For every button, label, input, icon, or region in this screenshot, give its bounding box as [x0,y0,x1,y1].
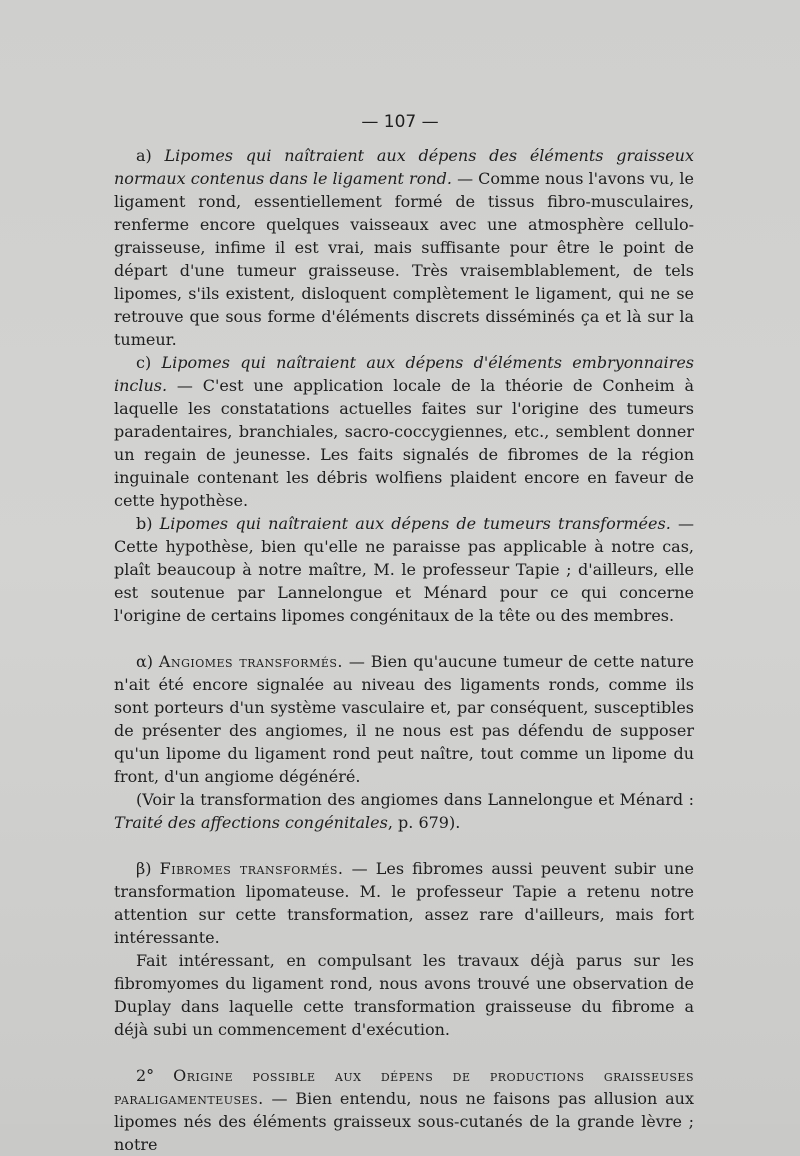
paragraph-voir-pre: (Voir la transformation des angiomes dans Lannelongue et Ménard : [136,790,694,809]
paragraph-fait: Fait intéressant, en compulsant les travaux déjà parus sur les fibromyomes du ligament rond, nous avons trouvé une observation de Duplay dans laquelle cette transformation graisseuse du fibrome a déjà subi un commencement d'exécution. [114,951,694,1039]
paragraph-alpha-title: Angiomes transformés. [158,652,343,671]
paragraph-alpha-body: — Bien qu'aucune tumeur de cette nature n'ait été encore signalée au niveau des ligaments ronds, comme ils sont porteurs d'un système vasculaire et, par conséquent, susceptibles de présenter des angiomes, il ne nous est pas défendu de supposer qu'un lipome du ligament rond peut naître, tout comme un lipome du front, d'un angiome dégénéré. [114,652,694,786]
paragraph-a-body: — Comme nous l'avons vu, le ligament rond, essentiellement formé de tissus fibro-musculaires, renferme encore quelques vaisseaux avec une atmosphère cellulo-graisseuse, infime il est vrai, mais suffisante pour être le point de départ d'une tumeur graisseuse. Très vraisemblablement, de tels lipomes, s'ils existent, disloquent complètement le ligament, qui ne se retrouve que sous forme d'éléments discrets disséminés ça et là sur la tumeur. [114,169,695,349]
paragraph-c [114,351,694,512]
paragraph-beta-lead: β) [136,859,152,878]
paragraph-two [114,1064,694,1156]
paragraph-b [114,512,694,627]
paragraph-c-title: Lipomes qui naîtraient aux dépens d'éléments embryonnaires inclus. [114,353,694,395]
paragraph-beta-title: Fibromes transformés. [159,859,344,878]
paragraph-beta [114,857,694,949]
paragraph-a [114,144,694,351]
paragraph-b-title: Lipomes qui naîtraient aux dépens de tumeurs transformées. [159,514,671,533]
paragraph-a-lead: a) [136,146,152,165]
paragraph-alpha [114,650,694,788]
paragraph-b-body: — Cette hypothèse, bien qu'elle ne paraisse pas applicable à notre cas, plaît beaucoup à notre maître, M. le professeur Tapie ; d'ailleurs, elle est soutenue par Lannelongue et Ménard pour ce qui concerne l'origine de certains lipomes congénitaux de la tête ou des membres. [114,514,694,625]
paragraph-two-lead: 2° [136,1066,155,1085]
page-number: — 107 — [361,112,439,132]
paragraph-two-body: — Bien entendu, nous ne faisons pas allusion aux lipomes nés des éléments graisseux sous-cutanés de la grande lèvre ; notre [114,1089,694,1154]
paragraph-c-body: — C'est une application locale de la théorie de Conheim à laquelle les constatations actuelles faites sur l'origine des tumeurs paradentaires, branchiales, sacro-coccygiennes, etc., semblent donner un regain de jeunesse. Les faits signalés de fibromes de la région inguinale contenant les débris wolfiens plaident encore en faveur de cette hypothèse. [114,376,694,510]
paragraph-b-lead: b) [136,514,153,533]
paragraph-voir [114,788,694,834]
paragraph-a-title: Lipomes qui naîtraient aux dépens des éléments graisseux normaux contenus dans le ligament rond. [114,146,695,188]
paragraph-voir-title: Traité des affections congénitales [114,813,388,832]
paragraph-two-title: Origine possible aux dépens de productions graisseuses paraligamenteuses. [114,1066,694,1108]
body-text [114,144,694,1156]
paragraph-c-lead: c) [136,353,152,372]
paragraph-alpha-lead: α) [136,652,154,671]
paragraph-beta-body: — Les fibromes aussi peuvent subir une transformation lipomateuse. M. le professeur Tapie a retenu notre attention sur cette transformation, assez rare d'ailleurs, mais fort intéressante. [114,859,694,947]
paragraph-voir-post: , p. 679). [387,813,461,832]
